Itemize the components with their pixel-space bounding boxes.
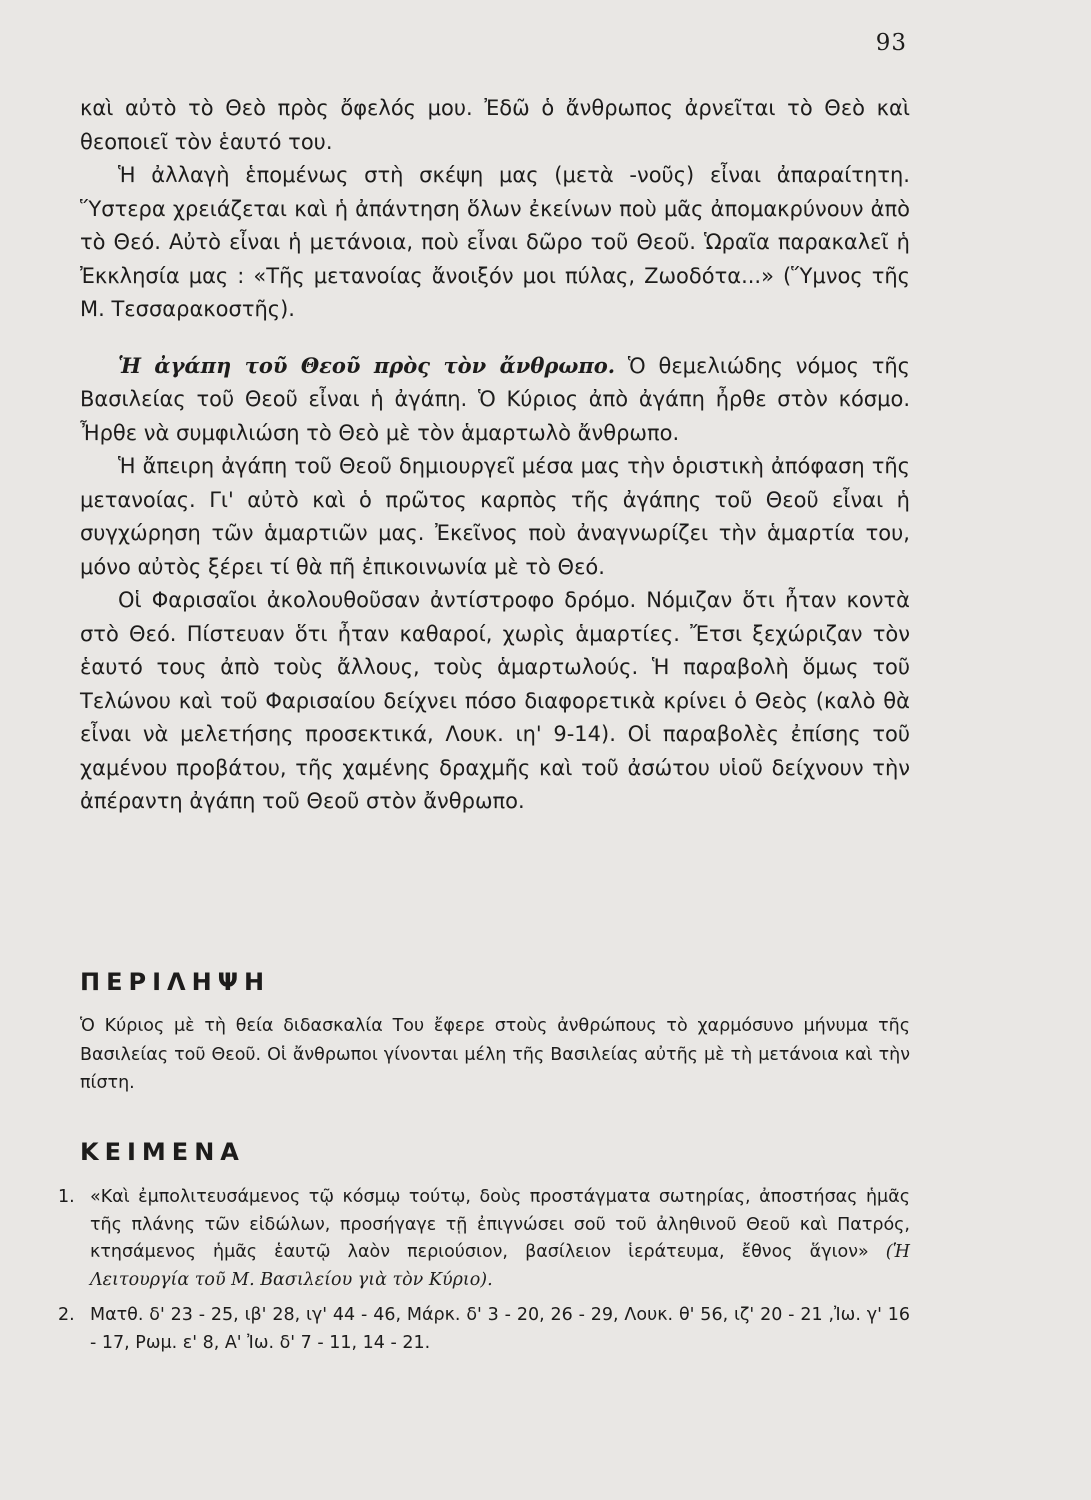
list-item [58,1184,910,1294]
list-item-number: 2. [58,1305,75,1325]
paragraph-repentance: Ἡ ἀλλαγὴ ἑπομένως στὴ σκέψη μας (μετὰ -νοῦς) εἶναι ἀπαραίτητη. Ὕστερα χρειάζεται καὶ ἡ ἀπάντηση ὅλων ἐκείνων ποὺ μᾶς ἀπομακρύνουν ἀπὸ τὸ Θεό. Αὐτὸ εἶναι ἡ μετάνοια, ποὺ εἶναι δῶρο τοῦ Θεοῦ. Ὡραῖα παρακαλεῖ ἡ Ἐκκλησία μας : «Τῆς μετανοίας ἄνοιξόν μοι πύλας, Ζωοδότα...» (Ὕμνος τῆς Μ. Τεσσαρακοστῆς). [80,163,910,321]
quote-text: «Καὶ ἐμπολιτευσάμενος τῷ κόσμῳ τούτῳ, δοὺς προστάγματα σωτηρίας, ἀποστήσας ἡμᾶς τῆς πλάνης τῶν εἰδώλων, προσήγαγε τῇ ἐπιγνώσει σοῦ τοῦ ἀληθινοῦ Θεοῦ καὶ Πατρός, κτησάμενος ἡμᾶς ἑαυτῷ λαὸν περιούσιον, βασίλειον ἱεράτευμα, ἔθνος ἅγιον» [90,1187,910,1262]
paragraph-love-of-god [80,349,910,451]
paragraph-pharisees: Οἱ Φαρισαῖοι ἀκολουθοῦσαν ἀντίστροφο δρόμο. Νόμιζαν ὅτι ἦταν κοντὰ στὸ Θεό. Πίστευαν ὅτι ἦταν καθαροί, χωρὶς ἁμαρτίες. Ἔτσι ξεχώριζαν τὸν ἑαυτό τους ἀπὸ τοὺς ἄλλους, τοὺς ἁμαρτωλούς. Ἡ παραβολὴ ὅμως τοῦ Τελώνου καὶ τοῦ Φαρισαίου δείχνει πόσο διαφορετικὰ κρίνει ὁ Θεὸς (καλὸ θὰ εἶναι νὰ μελετήσης προσεκτικά, Λουκ. ιη' 9-14). Οἱ παραβολὲς ἐπίσης τοῦ χαμένου προβάτου, τῆς χαμένης δραχμῆς καὶ τοῦ ἀσώτου υἱοῦ δείχνουν τὴν ἀπέραντη ἀγάπη τοῦ Θεοῦ στὸν ἄνθρωπο. [80,588,910,813]
texts-list [58,1184,910,1365]
summary-heading: ΠΕΡΙΛΗΨΗ [80,968,271,996]
list-item [58,1302,910,1357]
quote-source: (Ἡ Λειτουργία τοῦ Μ. Βασιλείου γιὰ τὸν Κύριο). [90,1242,910,1290]
list-item-number: 1. [58,1187,75,1207]
subsection-title: Ἡ ἀγάπη τοῦ Θεοῦ πρὸς τὸν ἄνθρωπο. [118,352,616,378]
list-item-text: Ματθ. δ' 23 - 25, ιβ' 28, ιγ' 44 - 46, Μάρκ. δ' 3 - 20, 26 - 29, Λουκ. θ' 56, ιζ' 20 - 21 ,Ἰω. γ' 16 - 17, Ρωμ. ε' 8, Α' Ἰω. δ' 7 - 11, 14 - 21. [90,1305,910,1353]
summary-text: Ὁ Κύριος μὲ τὴ θεία διδασκαλία Του ἔφερε στοὺς ἀνθρώπους τὸ χαρμόσυνο μήνυμα τῆς Βασιλείας τοῦ Θεοῦ. Οἱ ἄνθρωποι γίνονται μέλη τῆς Βασιλείας αὐτῆς μὲ τὴ μετάνοια καὶ τὴν πίστη. [80,1016,910,1093]
paragraph-continuation: καὶ αὐτὸ τὸ Θεὸ πρὸς ὄφελός μου. Ἐδῶ ὁ ἄνθρωπος ἀρνεῖται τὸ Θεὸ καὶ θεοποιεῖ τὸν ἑαυτό του. [80,96,910,154]
paragraph-love-of-god-body: Ὁ θεμελιώδης νόμος τῆς Βασιλείας τοῦ Θεοῦ εἶναι ἡ ἀγάπη. Ὁ Κύριος ἀπὸ ἀγάπη ἦρθε στὸν κόσμο. Ἦρθε νὰ συμφιλιώση τὸ Θεὸ μὲ τὸν ἁμαρτωλὸ ἄνθρωπο. [80,353,910,445]
spacer [80,327,910,349]
main-text [80,92,910,819]
list-item-text [90,1184,910,1294]
paragraph-infinite-love: Ἡ ἄπειρη ἀγάπη τοῦ Θεοῦ δημιουργεῖ μέσα μας τὴν ὁριστικὴ ἀπόφαση τῆς μετανοίας. Γι' αὐτὸ καὶ ὁ πρῶτος καρπὸς τῆς ἀγάπης τοῦ Θεοῦ εἶναι ἡ συγχώρηση τῶν ἁμαρτιῶν μας. Ἐκεῖνος ποὺ ἀναγνωρίζει τὴν ἁμαρτία του, μόνο αὐτὸς ξέρει τί θὰ πῆ ἐπικοινωνία μὲ τὸ Θεό. [80,454,910,579]
page-number: 93 [875,30,907,56]
texts-heading: ΚΕΙΜΕΝΑ [80,1138,245,1166]
